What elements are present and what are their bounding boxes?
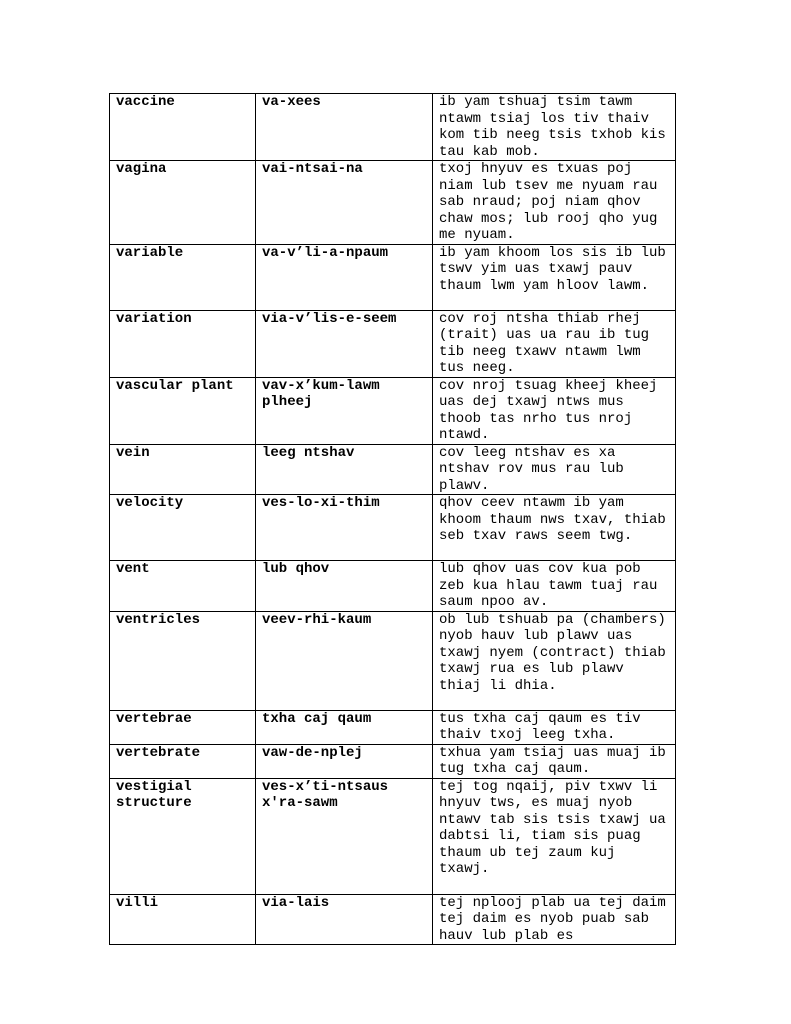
table-row	[110, 444, 676, 495]
hmong-cell: ves-x’ti-ntsaus x'ra-sawm	[256, 778, 433, 894]
hmong-cell: via-lais	[256, 894, 433, 945]
term-cell: variable	[110, 244, 256, 310]
term-cell: variation	[110, 310, 256, 377]
glossary-table	[109, 93, 676, 945]
term-cell: vent	[110, 561, 256, 612]
hmong-cell: va-xees	[256, 94, 433, 161]
definition-cell: qhov ceev ntawm ib yam khoom thaum nws txav, thiab seb txav raws seem twg.	[433, 495, 676, 561]
glossary-body	[110, 94, 676, 945]
hmong-cell: lub qhov	[256, 561, 433, 612]
definition-cell: txoj hnyuv es txuas poj niam lub tsev me nyuam rau sab nraud; poj niam qhov chaw mos; lub rooj qho yug me nyuam.	[433, 161, 676, 245]
table-row	[110, 611, 676, 710]
table-row	[110, 94, 676, 161]
definition-cell: cov nroj tsuag kheej kheej uas dej txawj ntws mus thoob tas nrho tus nroj ntawd.	[433, 377, 676, 444]
hmong-cell: txha caj qaum	[256, 710, 433, 744]
term-cell: vagina	[110, 161, 256, 245]
term-cell: ventricles	[110, 611, 256, 710]
definition-cell: lub qhov uas cov kua pob zeb kua hlau tawm tuaj rau saum npoo av.	[433, 561, 676, 612]
hmong-cell: via-v’lis-e-seem	[256, 310, 433, 377]
definition-cell: ib yam khoom los sis ib lub tswv yim uas txawj pauv thaum lwm yam hloov lawm.	[433, 244, 676, 310]
term-cell: vaccine	[110, 94, 256, 161]
definition-cell: ob lub tshuab pa (chambers) nyob hauv lub plawv uas txawj nyem (contract) thiab txawj rua es lub plawv thiaj li dhia.	[433, 611, 676, 710]
hmong-cell: vai-ntsai-na	[256, 161, 433, 245]
hmong-cell: ves-lo-xi-thim	[256, 495, 433, 561]
definition-cell: tej tog nqaij, piv txwv li hnyuv tws, es muaj nyob ntawv tab sis tsis txawj ua dabtsi li, tiam sis puag thaum ub tej zaum kuj txawj.	[433, 778, 676, 894]
term-cell: velocity	[110, 495, 256, 561]
table-row	[110, 495, 676, 561]
table-row	[110, 744, 676, 778]
term-cell: vascular plant	[110, 377, 256, 444]
hmong-cell: vaw-de-nplej	[256, 744, 433, 778]
definition-cell: cov leeg ntshav es xa ntshav rov mus rau lub plawv.	[433, 444, 676, 495]
definition-cell: cov roj ntsha thiab rhej (trait) uas ua rau ib tug tib neeg txawv ntawm lwm tus neeg.	[433, 310, 676, 377]
table-row	[110, 377, 676, 444]
table-row	[110, 561, 676, 612]
definition-cell: txhua yam tsiaj uas muaj ib tug txha caj qaum.	[433, 744, 676, 778]
term-cell: vertebrate	[110, 744, 256, 778]
hmong-cell: leeg ntshav	[256, 444, 433, 495]
table-row	[110, 778, 676, 894]
hmong-cell: vav-x’kum-lawm plheej	[256, 377, 433, 444]
term-cell: vein	[110, 444, 256, 495]
table-row	[110, 244, 676, 310]
definition-cell: tej nplooj plab ua tej daim tej daim es nyob puab sab hauv lub plab es	[433, 894, 676, 945]
table-row	[110, 310, 676, 377]
term-cell: vestigial structure	[110, 778, 256, 894]
term-cell: vertebrae	[110, 710, 256, 744]
table-row	[110, 894, 676, 945]
definition-cell: tus txha caj qaum es tiv thaiv txoj leeg txha.	[433, 710, 676, 744]
table-row	[110, 710, 676, 744]
term-cell: villi	[110, 894, 256, 945]
hmong-cell: va-v’li-a-npaum	[256, 244, 433, 310]
hmong-cell: veev-rhi-kaum	[256, 611, 433, 710]
definition-cell: ib yam tshuaj tsim tawm ntawm tsiaj los tiv thaiv kom tib neeg tsis txhob kis tau kab mob.	[433, 94, 676, 161]
table-row	[110, 161, 676, 245]
